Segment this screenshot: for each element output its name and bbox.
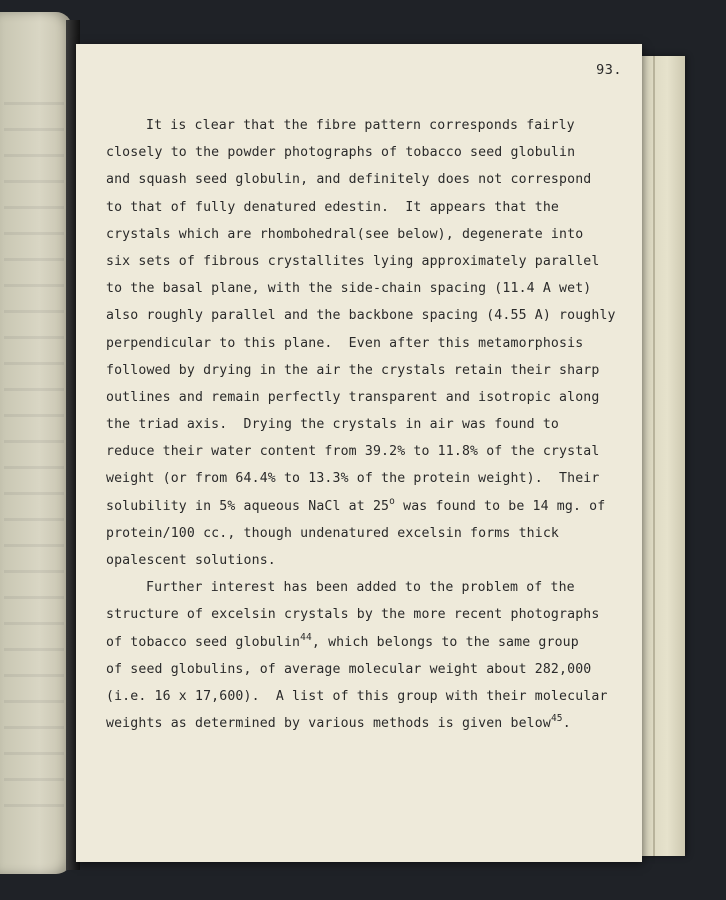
text-line — [106, 166, 636, 193]
text-line — [106, 465, 636, 492]
text-line-main: Further interest has been added to the problem of the — [146, 580, 575, 596]
text-line-main: to that of fully denatured edestin. It appears that the — [106, 199, 560, 215]
text-line-main: structure of excelsin crystals by the more recent photographs — [106, 607, 600, 623]
text-line-main: six sets of fibrous crystallites lying approximately parallel — [106, 253, 600, 269]
superscript: 45 — [550, 713, 563, 725]
text-line-tail: . — [562, 716, 571, 732]
text-line-main: reduce their water content from 39.2% to 11.8% of the crystal — [106, 444, 600, 460]
text-line-tail: was found to be 14 mg. of — [395, 498, 606, 514]
text-line — [106, 438, 636, 465]
text-line — [106, 302, 636, 329]
text-line-main: and squash seed globulin, and definitely does not correspond — [106, 172, 592, 188]
text-line-main: also roughly parallel and the backbone spacing (4.55 A) roughly — [106, 308, 616, 324]
text-line — [106, 248, 636, 275]
text-line — [106, 194, 636, 221]
text-line — [106, 384, 636, 411]
text-line — [106, 574, 636, 601]
text-line-main: perpendicular to this plane. Even after this metamorphosis — [106, 335, 584, 351]
text-line-main: crystals which are rhombohedral(see below), degenerate into — [106, 226, 584, 242]
text-line-main: outlines and remain perfectly transparent and isotropic along — [106, 389, 600, 405]
text-line-main: protein/100 cc., though undenatured excelsin forms thick — [106, 525, 560, 541]
text-line-main: of seed globulins, of average molecular weight about 282,000 — [106, 661, 592, 677]
text-line — [106, 710, 636, 737]
facing-page — [0, 12, 72, 874]
text-line-main: weight (or from 64.4% to 13.3% of the protein weight). Their — [106, 471, 600, 487]
text-line — [106, 683, 636, 710]
superscript: 44 — [300, 631, 312, 643]
text-line-main: the triad axis. Drying the crystals in air was found to — [106, 417, 560, 433]
text-line — [106, 112, 636, 139]
page-number: 93. — [596, 62, 622, 78]
text-line — [106, 330, 636, 357]
superscript: o — [389, 495, 396, 507]
text-line — [106, 221, 636, 248]
text-line-main: to the basal plane, with the side-chain spacing (11.4 A wet) — [106, 281, 592, 297]
text-line-main: solubility in 5% aqueous NaCl at 25 — [106, 498, 390, 514]
text-line-main: It is clear that the fibre pattern corresponds fairly — [146, 118, 575, 133]
text-line-main: followed by drying in the air the crystals retain their sharp — [106, 362, 600, 378]
text-line-main: of tobacco seed globulin — [106, 634, 301, 650]
page-stack-edge — [640, 56, 685, 856]
text-line — [106, 275, 636, 302]
text-line — [106, 411, 636, 438]
text-line — [106, 357, 636, 384]
facing-page-bleed — [4, 102, 64, 822]
text-line — [106, 547, 636, 574]
text-line — [106, 520, 636, 547]
text-line-main: weights as determined by various methods is given below — [106, 716, 551, 732]
body-text — [106, 112, 636, 737]
text-line — [106, 493, 636, 520]
document-page — [76, 44, 642, 862]
text-line-main: opalescent solutions. — [106, 553, 276, 568]
text-line-main: closely to the powder photographs of tobacco seed globulin — [106, 145, 576, 161]
text-line — [106, 629, 636, 656]
text-line — [106, 601, 636, 628]
text-line-tail: , which belongs to the same group — [311, 634, 579, 650]
text-line-main: (i.e. 16 x 17,600). A list of this group with their molecular — [106, 688, 608, 704]
text-line — [106, 139, 636, 166]
text-line — [106, 656, 636, 683]
